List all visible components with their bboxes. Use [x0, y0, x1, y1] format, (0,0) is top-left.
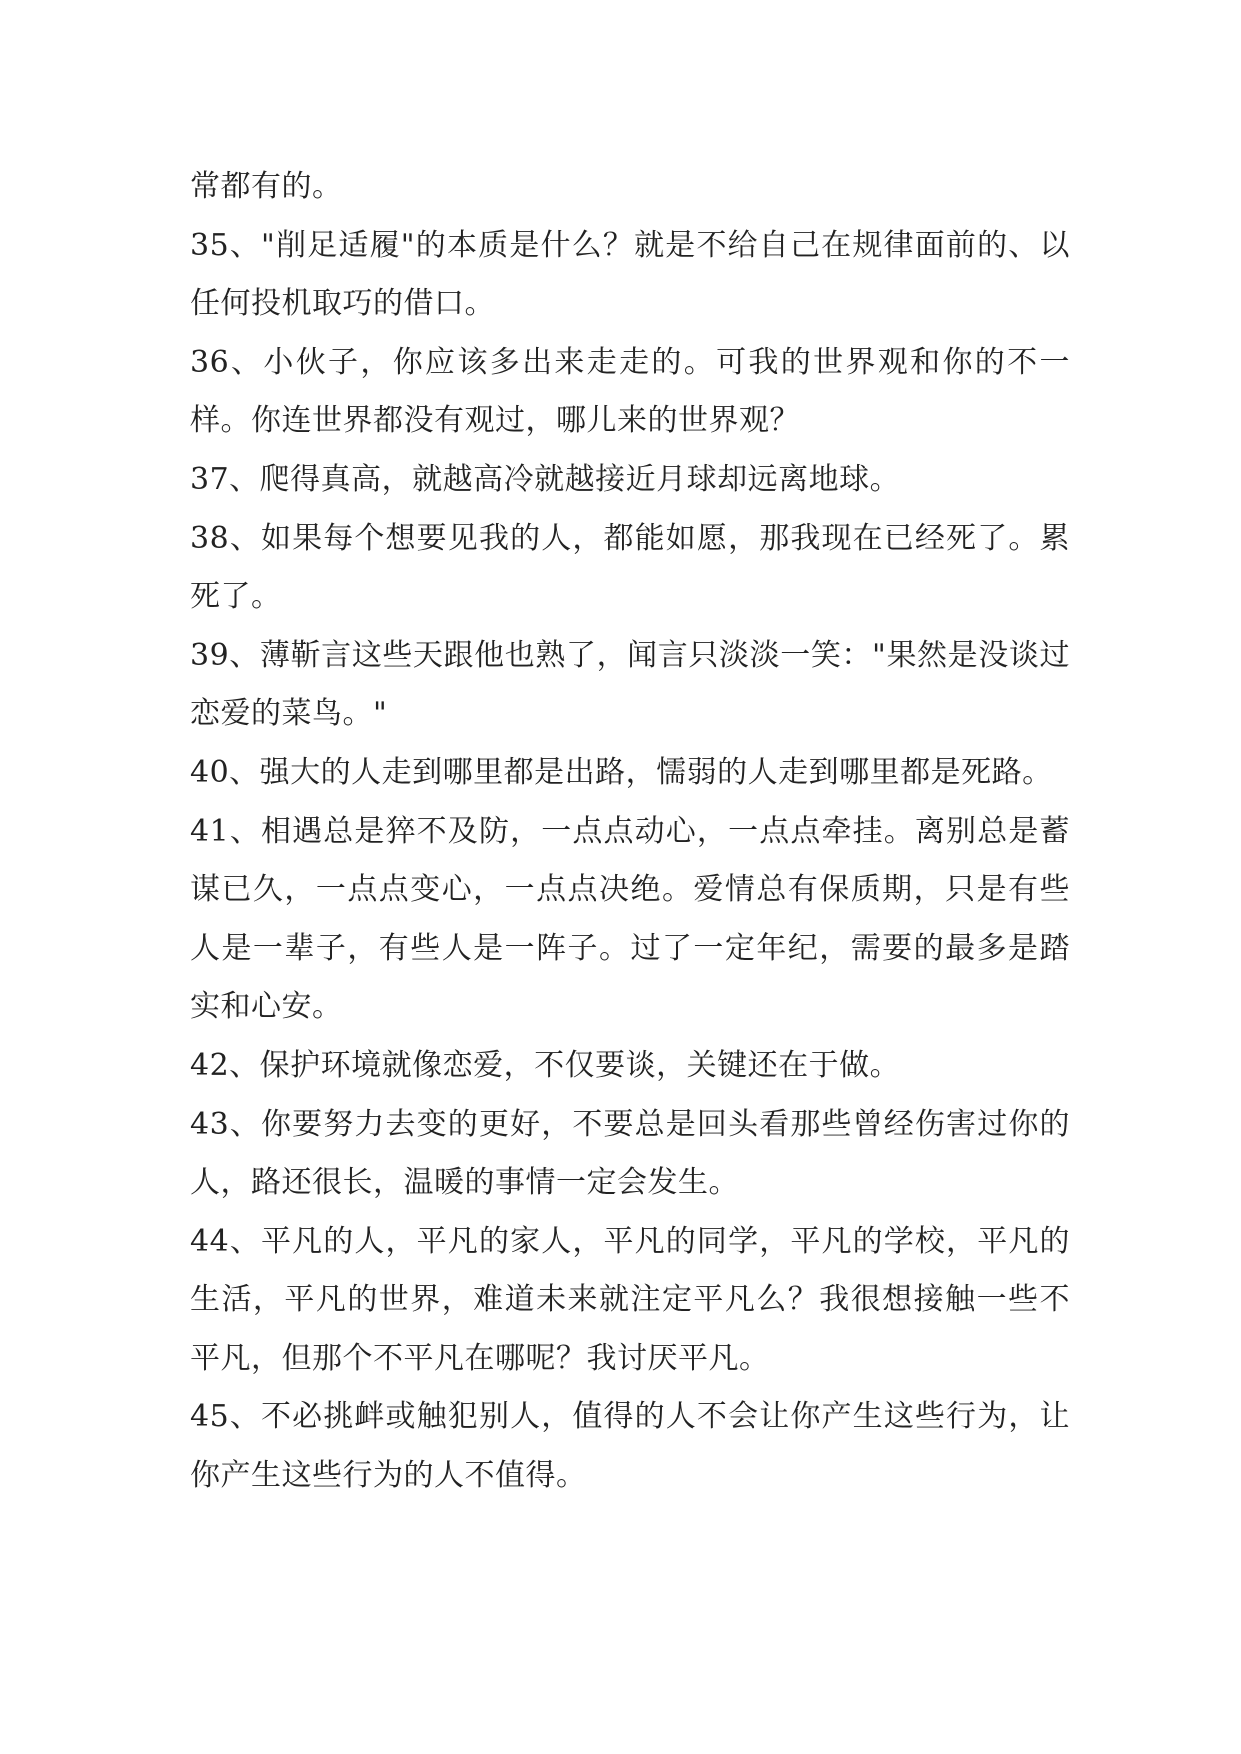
paragraph: 45、不必挑衅或触犯别人，值得的人不会让你产生这些行为，让你产生这些行为的人不值得。 — [190, 1399, 1070, 1494]
document-body — [190, 158, 1070, 1506]
paragraph: 39、薄靳言这些天跟他也熟了，闻言只淡淡一笑："果然是没谈过恋爱的菜鸟。" — [190, 637, 1070, 732]
paragraph: 42、保护环境就像恋爱，不仅要谈，关键还在于做。 — [190, 1047, 901, 1083]
paragraph: 37、爬得真高，就越高冷就越接近月球却远离地球。 — [190, 461, 901, 497]
paragraph: 36、小伙子，你应该多出来走走的。可我的世界观和你的不一样。你连世界都没有观过，哪儿来的世界观？ — [190, 344, 1070, 439]
paragraph: 43、你要努力去变的更好，不要总是回头看那些曾经伤害过你的人，路还很长，温暖的事情一定会发生。 — [190, 1106, 1070, 1201]
paragraph: 44、平凡的人，平凡的家人，平凡的同学，平凡的学校，平凡的生活，平凡的世界，难道未来就注定平凡么？我很想接触一些不平凡，但那个不平凡在哪呢？我讨厌平凡。 — [190, 1223, 1070, 1376]
paragraph: 常都有的。 — [190, 169, 343, 204]
paragraph: 38、如果每个想要见我的人，都能如愿，那我现在已经死了。累死了。 — [190, 520, 1070, 615]
paragraph: 40、强大的人走到哪里都是出路，懦弱的人走到哪里都是死路。 — [190, 754, 1053, 790]
paragraph: 41、相遇总是猝不及防，一点点动心，一点点牵挂。离别总是蓄谋已久，一点点变心，一点点决绝。爱情总有保质期，只是有些人是一辈子，有些人是一阵子。过了一定年纪，需要的最多是踏实和心安。 — [190, 813, 1070, 1025]
paragraph: 35、"削足适履"的本质是什么？就是不给自己在规律面前的、以任何投机取巧的借口。 — [190, 227, 1070, 322]
